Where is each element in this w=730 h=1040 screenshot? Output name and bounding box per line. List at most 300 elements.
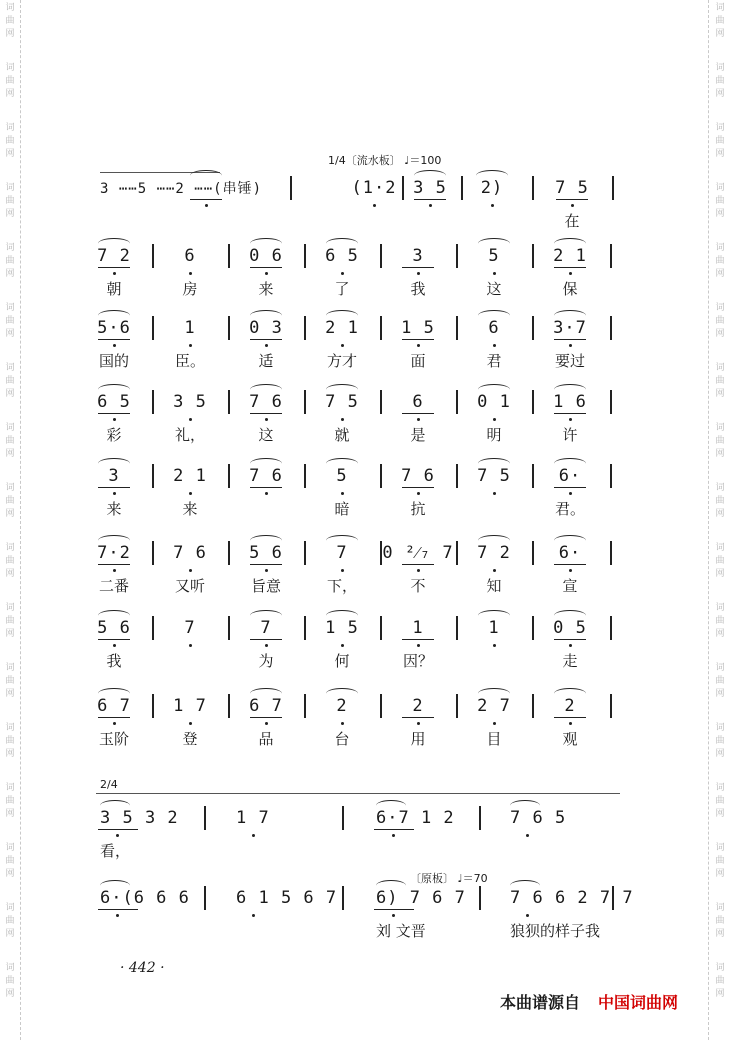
watermark-char: 曲: [5, 736, 15, 746]
watermark-char: 曲: [5, 616, 15, 626]
watermark-char: 网: [715, 629, 725, 639]
octave-dot: [265, 344, 268, 347]
lyric-text: 了: [334, 280, 350, 298]
staff-row: [96, 168, 616, 240]
bar-line: [152, 541, 154, 565]
lyric-text: 臣。: [174, 352, 206, 370]
watermark-char: 曲: [715, 796, 725, 806]
octave-dot: [493, 644, 496, 647]
staff-row: [96, 236, 616, 308]
note-cell: 7 2: [477, 543, 511, 563]
slur-arc: [376, 880, 406, 891]
beam-underline: [250, 564, 282, 565]
octave-dot: [189, 344, 192, 347]
octave-dot: [493, 492, 496, 495]
bar-line: [532, 464, 534, 488]
note-cell: 1: [412, 618, 424, 638]
lyric-text: 观: [562, 730, 578, 748]
beam-underline: [402, 267, 434, 268]
note-cell: 5·6: [97, 318, 131, 338]
watermark-group: [712, 782, 728, 821]
watermark-char: 网: [5, 89, 15, 99]
note-cell: 7 6: [249, 466, 283, 486]
watermark-char: 词: [5, 243, 15, 253]
source-label: 本曲谱源自: [500, 993, 581, 1012]
beam-underline: [556, 199, 588, 200]
octave-dot: [569, 569, 572, 572]
note-cell: 7 6 5: [510, 808, 567, 828]
beam-underline: [98, 909, 138, 910]
beam-underline: [250, 413, 282, 414]
watermark-char: 词: [715, 843, 725, 853]
bar-line: [610, 390, 612, 414]
lyric-text: 下，: [326, 577, 358, 595]
slur-arc: [554, 310, 586, 321]
slur-arc: [554, 535, 586, 546]
watermark-char: 曲: [715, 976, 725, 986]
octave-dot: [265, 722, 268, 725]
note-cell: 2: [564, 696, 576, 716]
bar-line: [380, 244, 382, 268]
note-cell: 6) 7 6 7: [376, 888, 466, 908]
bar-line: [204, 806, 206, 830]
watermark-char: 词: [5, 543, 15, 553]
watermark-char: 曲: [715, 856, 725, 866]
octave-dot: [116, 914, 119, 917]
watermark-group: [712, 2, 728, 41]
note-cell: 1 7: [173, 696, 207, 716]
lyric-text: 面: [410, 352, 426, 370]
lyric-text: 抗: [410, 500, 426, 518]
watermark-char: 曲: [715, 436, 725, 446]
note-cell: 1: [488, 618, 500, 638]
watermark-group: [712, 902, 728, 941]
lyric-text: 因？: [402, 652, 434, 670]
watermark-group: [712, 62, 728, 101]
watermark-char: 词: [5, 663, 15, 673]
note-cell: 6 7: [97, 696, 131, 716]
slur-arc: [326, 610, 358, 621]
bar-line: [304, 316, 306, 340]
lyric-text: 知: [486, 577, 502, 595]
bar-line: [304, 694, 306, 718]
octave-dot: [417, 418, 420, 421]
octave-dot: [417, 272, 420, 275]
beam-underline: [250, 717, 282, 718]
bar-line: [152, 390, 154, 414]
beam-underline: [402, 413, 434, 414]
lyric-text: 看，: [100, 842, 131, 860]
slur-arc: [250, 458, 282, 469]
watermark-group: [712, 482, 728, 521]
watermark-group: [2, 62, 18, 101]
watermark-char: 网: [715, 689, 725, 699]
beam-underline: [98, 339, 130, 340]
note-cell: 7 5: [555, 178, 589, 198]
lyric-text: 我: [410, 280, 426, 298]
octave-dot: [116, 834, 119, 837]
note-cell: 2): [480, 178, 504, 198]
bar-line: [290, 176, 292, 200]
octave-dot: [569, 644, 572, 647]
note-cell: 1 7: [236, 808, 270, 828]
bar-line: [456, 316, 458, 340]
octave-dot: [113, 418, 116, 421]
beam-underline: [250, 267, 282, 268]
watermark-char: 网: [5, 989, 15, 999]
watermark-char: 词: [5, 183, 15, 193]
note-cell: 6·7 1 2: [376, 808, 455, 828]
bar-line: [532, 176, 534, 200]
beam-underline: [402, 487, 434, 488]
beam-underline: [402, 717, 434, 718]
lyric-text: 不: [410, 577, 426, 595]
note-cell: 3: [412, 246, 424, 266]
bar-line: [342, 806, 344, 830]
octave-dot: [189, 492, 192, 495]
watermark-char: 曲: [715, 376, 725, 386]
watermark-char: 词: [5, 423, 15, 433]
beam-underline: [250, 339, 282, 340]
watermark-char: 网: [715, 809, 725, 819]
watermark-char: 网: [5, 749, 15, 759]
octave-dot: [526, 834, 529, 837]
note-cell: 6 7: [249, 696, 283, 716]
slur-arc: [554, 384, 586, 395]
beam-underline: [98, 829, 138, 830]
lyric-text: 适: [258, 352, 274, 370]
bar-line: [228, 390, 230, 414]
bar-line: [461, 176, 463, 200]
lyric-text: 何: [334, 652, 350, 670]
watermark-char: 网: [5, 449, 15, 459]
note-cell: 0 ²⁄₇ 7: [382, 543, 454, 563]
source-credit: [500, 990, 678, 1013]
bar-line: [479, 886, 481, 910]
watermark-char: 曲: [5, 256, 15, 266]
beam-underline: [554, 487, 586, 488]
beam-underline: [250, 639, 282, 640]
slur-arc: [554, 238, 586, 249]
watermark-group: [712, 602, 728, 641]
watermark-group: [2, 362, 18, 401]
octave-dot: [341, 344, 344, 347]
slur-arc: [326, 458, 358, 469]
octave-dot: [265, 644, 268, 647]
watermark-char: 曲: [715, 16, 725, 26]
octave-dot: [569, 722, 572, 725]
bar-line: [228, 464, 230, 488]
bar-line: [610, 694, 612, 718]
octave-dot: [189, 569, 192, 572]
slur-arc: [554, 458, 586, 469]
watermark-group: [712, 542, 728, 581]
note-cell: 6: [488, 318, 500, 338]
lyric-text: 礼，: [174, 426, 206, 444]
octave-dot: [526, 914, 529, 917]
bar-line: [456, 694, 458, 718]
beam-underline: [190, 199, 222, 200]
bar-line: [532, 694, 534, 718]
tempo-mark-yuanban: 〔原板〕 ♩＝70: [410, 872, 488, 885]
lyric-text: 这: [258, 426, 274, 444]
lyric-text: 这: [486, 280, 502, 298]
bar-line: [456, 390, 458, 414]
watermark-char: 网: [5, 329, 15, 339]
watermark-char: 词: [715, 363, 725, 373]
watermark-char: 网: [715, 569, 725, 579]
octave-dot: [205, 204, 208, 207]
beam-underline: [554, 267, 586, 268]
lyric-text: 暗: [334, 500, 350, 518]
lyric-text: 方才: [326, 352, 358, 370]
staff-line-2-4: [96, 793, 620, 794]
slur-arc: [478, 535, 510, 546]
note-cell: 6: [184, 246, 196, 266]
octave-dot: [392, 834, 395, 837]
watermark-group: [712, 842, 728, 881]
note-cell: 0 6: [249, 246, 283, 266]
watermark-char: 曲: [715, 556, 725, 566]
note-cell: 5 6: [97, 618, 131, 638]
watermark-char: 曲: [715, 676, 725, 686]
note-cell: 3 5 3 2: [100, 808, 179, 828]
octave-dot: [417, 722, 420, 725]
bar-line: [380, 390, 382, 414]
watermark-char: 网: [715, 449, 725, 459]
watermark-group: [712, 302, 728, 341]
slur-arc: [326, 384, 358, 395]
bar-line: [152, 316, 154, 340]
note-cell: 2: [412, 696, 424, 716]
bar-line: [380, 616, 382, 640]
watermark-char: 曲: [715, 136, 725, 146]
octave-dot: [113, 492, 116, 495]
lyric-text: 彩: [106, 426, 122, 444]
watermark-char: 网: [715, 989, 725, 999]
bar-line: [532, 390, 534, 414]
lyric-text: 房: [182, 280, 198, 298]
watermark-char: 词: [715, 663, 725, 673]
watermark-char: 词: [5, 723, 15, 733]
slur-arc: [98, 310, 130, 321]
note-cell: 1 6: [553, 392, 587, 412]
watermark-char: 曲: [715, 496, 725, 506]
watermark-group: [2, 842, 18, 881]
bar-line: [456, 616, 458, 640]
note-cell: 2 1: [553, 246, 587, 266]
watermark-char: 网: [715, 29, 725, 39]
slur-arc: [510, 800, 540, 811]
octave-dot: [569, 272, 572, 275]
watermark-group: [2, 722, 18, 761]
slur-arc: [478, 610, 510, 621]
bar-line: [532, 244, 534, 268]
beam-underline: [374, 829, 414, 830]
watermark-group: [712, 422, 728, 461]
watermark-char: 网: [5, 389, 15, 399]
bar-line: [402, 176, 404, 200]
octave-dot: [113, 722, 116, 725]
octave-dot: [265, 272, 268, 275]
watermark-char: 词: [715, 783, 725, 793]
lyric-text: 明: [486, 426, 502, 444]
lyric-text: 旨意: [250, 577, 282, 595]
staff-row: [96, 308, 616, 380]
lyric-text: 就: [334, 426, 350, 444]
note-cell: 7: [336, 543, 348, 563]
note-cell: 5: [336, 466, 348, 486]
octave-dot: [417, 644, 420, 647]
slur-arc: [478, 384, 510, 395]
octave-dot: [493, 569, 496, 572]
note-cell: 7·2: [97, 543, 131, 563]
slur-arc: [414, 170, 446, 181]
watermark-char: 网: [715, 509, 725, 519]
watermark-char: 词: [5, 963, 15, 973]
lyric-text: 狼狈的样子我: [510, 922, 601, 940]
octave-dot: [417, 344, 420, 347]
bar-line: [380, 694, 382, 718]
staff-row: [96, 456, 616, 528]
slur-arc: [98, 610, 130, 621]
site-name: 中国词曲网: [598, 993, 679, 1012]
watermark-char: 网: [715, 749, 725, 759]
watermark-char: 网: [715, 89, 725, 99]
beam-underline: [402, 639, 434, 640]
slur-arc: [554, 688, 586, 699]
bar-line: [304, 464, 306, 488]
watermark-char: 词: [5, 483, 15, 493]
bar-line: [456, 464, 458, 488]
watermark-group: [2, 182, 18, 221]
watermark-group: [2, 602, 18, 641]
lyric-text: 要过: [554, 352, 586, 370]
beam-underline: [250, 487, 282, 488]
watermark-char: 词: [5, 123, 15, 133]
watermark-char: 词: [715, 723, 725, 733]
left-margin-line: [20, 0, 21, 1040]
slur-arc: [98, 458, 130, 469]
note-cell: 7 5: [325, 392, 359, 412]
slur-arc: [98, 384, 130, 395]
watermark-char: 网: [715, 929, 725, 939]
slur-arc: [250, 610, 282, 621]
note-cell: 7 6: [173, 543, 207, 563]
watermark-group: [712, 242, 728, 281]
note-cell: 3: [108, 466, 120, 486]
watermark-char: 网: [715, 869, 725, 879]
note-cell: 2: [336, 696, 348, 716]
lyric-text: 台: [334, 730, 350, 748]
beam-underline: [98, 413, 130, 414]
octave-dot: [113, 569, 116, 572]
slur-arc: [326, 238, 358, 249]
watermark-char: 曲: [5, 136, 15, 146]
beam-underline: [98, 639, 130, 640]
note-cell: 6·: [558, 543, 582, 563]
watermark-char: 网: [5, 29, 15, 39]
watermark-char: 网: [5, 629, 15, 639]
lyric-text: 是: [410, 426, 426, 444]
note-cell: 7 6: [401, 466, 435, 486]
note-cell: 6 5: [97, 392, 131, 412]
watermark-group: [2, 482, 18, 521]
lyric-text: 用: [410, 730, 426, 748]
beam-underline: [554, 639, 586, 640]
watermark-char: 词: [715, 903, 725, 913]
bar-line: [532, 316, 534, 340]
staff-row: [96, 382, 616, 454]
staff-row: [96, 686, 616, 758]
slur-arc: [376, 800, 406, 811]
watermark-char: 曲: [5, 496, 15, 506]
watermark-group: [2, 782, 18, 821]
slur-arc: [478, 688, 510, 699]
watermark-char: 词: [5, 843, 15, 853]
bar-line: [610, 464, 612, 488]
bar-line: [304, 244, 306, 268]
watermark-char: 词: [715, 183, 725, 193]
octave-dot: [417, 569, 420, 572]
note-cell: (1·2: [351, 178, 397, 198]
lyric-text: 来: [258, 280, 274, 298]
bar-line: [612, 176, 614, 200]
bar-line: [152, 464, 154, 488]
note-cell: 2 1: [173, 466, 207, 486]
note-cell: 3 5: [173, 392, 207, 412]
staff-row: [96, 533, 616, 605]
slur-arc: [554, 610, 586, 621]
watermark-group: [2, 122, 18, 161]
slur-arc: [98, 688, 130, 699]
watermark-char: 网: [5, 149, 15, 159]
note-cell: 7: [260, 618, 272, 638]
watermark-char: 词: [715, 243, 725, 253]
note-cell: 7 5: [477, 466, 511, 486]
watermark-group: [712, 662, 728, 701]
note-cell: 2 7: [477, 696, 511, 716]
watermark-group: [2, 902, 18, 941]
bar-line: [228, 694, 230, 718]
octave-dot: [189, 272, 192, 275]
octave-dot: [491, 204, 494, 207]
watermark-char: 曲: [5, 196, 15, 206]
octave-dot: [252, 914, 255, 917]
note-cell: 6·(6 6 6: [100, 888, 190, 908]
octave-dot: [265, 492, 268, 495]
lyric-text: 又听: [174, 577, 206, 595]
slur-arc: [478, 310, 510, 321]
staff-row: [96, 608, 616, 680]
note-cell: 0 3: [249, 318, 283, 338]
octave-dot: [392, 914, 395, 917]
beam-underline: [554, 717, 586, 718]
bar-line: [304, 616, 306, 640]
slur-arc: [250, 238, 282, 249]
slur-arc: [98, 535, 130, 546]
lyric-text: 君。: [554, 500, 586, 518]
watermark-char: 词: [5, 303, 15, 313]
bar-line: [532, 541, 534, 565]
watermark-char: 曲: [715, 256, 725, 266]
octave-dot: [341, 644, 344, 647]
bar-line: [456, 244, 458, 268]
watermark-char: 词: [715, 3, 725, 13]
lyric-text: 国的: [98, 352, 130, 370]
bar-line: [152, 694, 154, 718]
watermark-group: [2, 542, 18, 581]
